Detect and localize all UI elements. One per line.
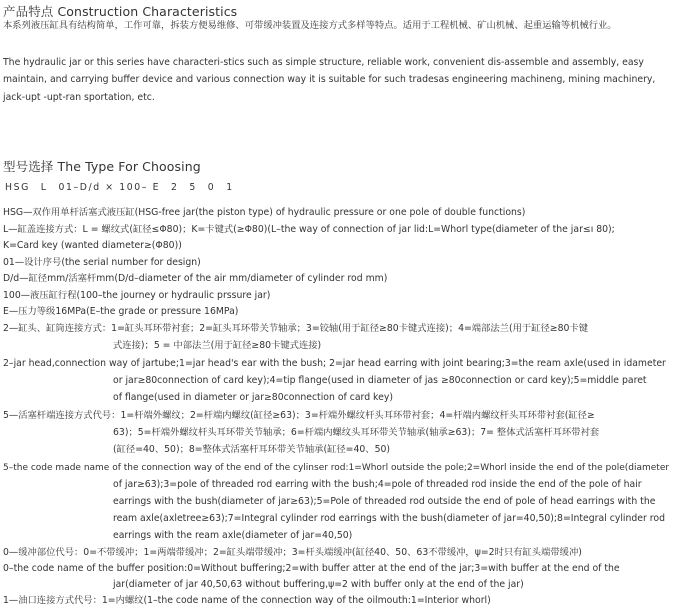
spec-line: 01—设计序号(the serial number for design) <box>3 257 201 268</box>
spec-line: of jar≥63);3=pole of threaded rod earring with the bush;4=pole of threaded rod inside the end of the pole of hair <box>113 479 642 490</box>
spec-line: K=Card key (wanted diameter≥(Φ80)) <box>3 240 182 251</box>
spec-line: E—压力等级16MPa(E–the grade or pressure 16MPa) <box>3 306 239 317</box>
features-en-text: The hydraulic jar or this series have characteri-stics such as simple structure, reliable work, convenient dis-assemble and assembly, easy maintain, and carrying buffer device and various connection way it is suitable for such tradesas engineering machineng, mining machinery, jack-upt -upt-ran sportation, etc. <box>3 57 656 103</box>
spec-line: 5—活塞杆端连接方式代号：1=杆端外螺纹；2=杆端内螺纹(缸径≥63)；3=杆端外螺纹杆头耳环带衬套；4=杆端内螺纹杆头耳环带衬套(缸径≥ <box>3 410 595 421</box>
spec-line: 2—缸头、缸筒连接方式：1=缸头耳环带衬套；2=缸头耳环带关节轴承；3=铰轴(用于缸径≥80卡键式连接)；4=端部法兰(用于缸径≥80卡键 <box>3 323 588 334</box>
spec-line: 100—液压缸行程(100–the journey or hydraulic prssure jar) <box>3 290 271 301</box>
features-cn-text: 本系列液压缸具有结构简单，工作可靠，拆装方便易维修、可带缓冲装置及连接方式多样等特点。适用于工程机械、矿山机械、起重运输等机械行业。 <box>3 20 617 31</box>
spec-line: 0—缓冲部位代号：0=不带缓冲；1=两端带缓冲；2=缸头端带缓冲；3=杆头端缓冲(缸径40、50、63不带缓冲，ψ=2时只有缸头端带缓冲) <box>3 547 582 558</box>
spec-line: or jar≥80connection of card key);4=tip flange(used in diameter of jas ≥80connection or card key);5=middle paret <box>113 375 647 386</box>
spec-line: HSG—双作用单杆活塞式液压缸(HSG-free jar(the piston type) of hydraulic pressure or one pole of double functions) <box>3 207 526 218</box>
spec-line: 1—油口连接方式代号：1=内螺纹(1–the code name of the connection way of the oilmouth:1=Interior whorl) <box>3 595 491 606</box>
spec-line: 5–the code made name of the connection way of the end of the cylinser rod:1=Whorl outside the pole;2=Whorl inside the end of the pole(diameter <box>3 463 670 473</box>
spec-line: 式连接)；5 = 中部法兰(用于缸径≥80卡键式连接) <box>113 340 322 351</box>
spec-line: L—缸盖连接方式：L = 螺纹式(缸径≤Φ80)；K=卡键式(≥Φ80)(L–the way of connection of jar lid:L=Whorl type(diameter of the jar≤ı 80); <box>3 224 615 235</box>
model-code: HSG L 01–D/d × 100– E 2 5 0 1 <box>5 182 234 193</box>
spec-line: 0–the code name of the buffer position:0=Without buffering;2=with buffer atter at the end of the jar;3=with buffer at the end of the <box>3 563 620 574</box>
spec-line: ream axle(axletree≥63);7=Integral cylinder rod earrings with the bush(diameter of jar=40,50);8=Integral cylinder rod <box>113 513 665 524</box>
spec-line: D/d—缸径mm/活塞杆mm(D/d–diameter of the air mm/diameter of cylinder rod mm) <box>3 273 388 284</box>
spec-line: 63)；5=杆端外螺纹杆头耳环带关节轴承；6=杆端内螺纹头耳环带关节轴承(轴承≥63)；7= 整体式活塞杆耳环带衬套 <box>113 427 600 438</box>
spec-line: 2–jar head,connection way of jartube;1=jar head's ear with the bush; 2=jar head earring with joint bearing;3=the ream axle(used in idameter <box>3 358 666 369</box>
spec-line: of flange(used in diameter or jar≥80connection of card key) <box>113 392 393 403</box>
type-choosing-title: 型号选择 The Type For Choosing <box>3 159 201 174</box>
spec-line: (缸径=40、50)；8=整体式活塞杆耳环带关节轴承(缸径=40、50) <box>113 444 391 455</box>
spec-line: jar(diameter of jar 40,50,63 without buffering,ψ=2 with buffer only at the end of the jar) <box>113 579 524 590</box>
spec-line: earrings with the bush(diameter of jar≥63);5=Pole of threaded rod outside the end of pole of head earrings with the <box>113 496 656 507</box>
features-title: 产品特点 Construction Characteristics <box>3 4 238 19</box>
spec-line: earrings with the ream axle(diameter of jar=40,50) <box>113 530 353 541</box>
